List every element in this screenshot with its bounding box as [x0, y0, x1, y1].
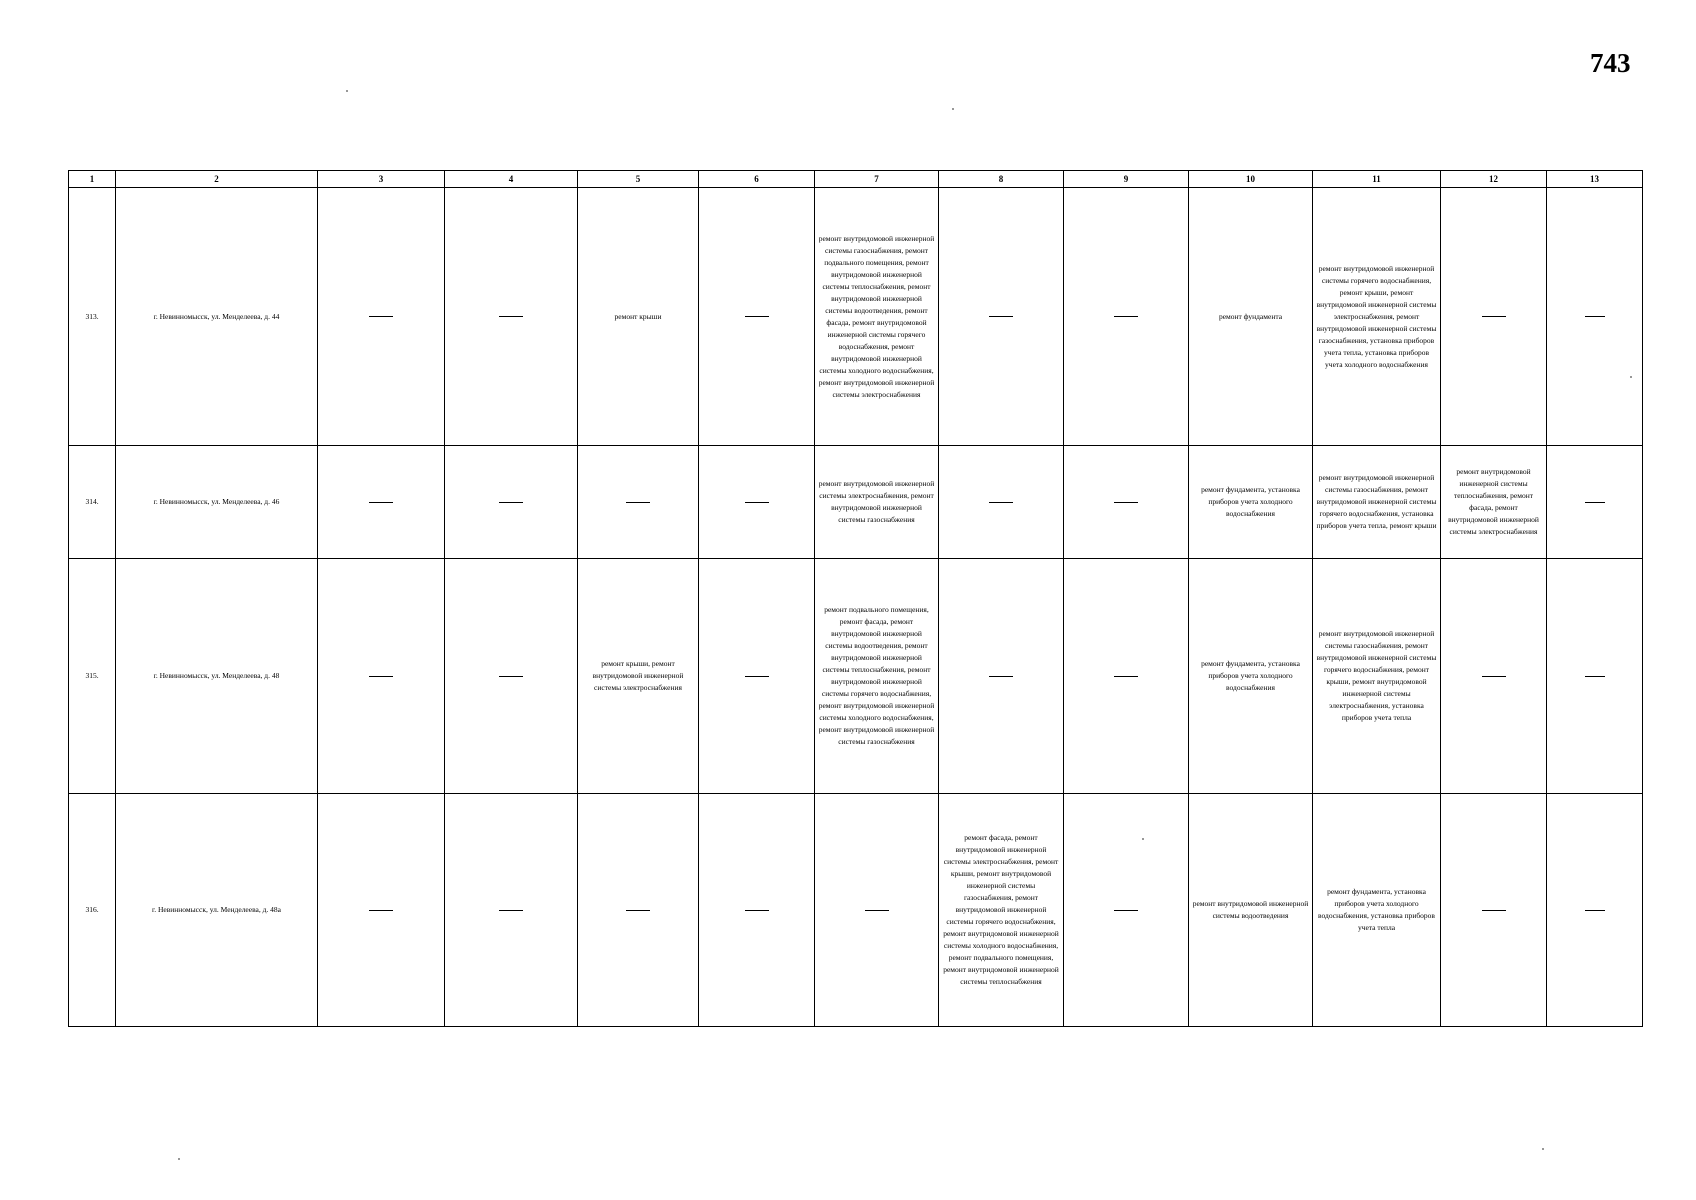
column-header: 2: [116, 171, 318, 188]
column-header: 11: [1313, 171, 1441, 188]
scan-speck: [346, 90, 348, 92]
empty-cell: [1441, 188, 1547, 446]
dash-mark: [1482, 676, 1506, 677]
empty-cell: [1547, 446, 1643, 559]
work-cell: ремонт фундамента, установка приборов учета холодного водоснабжения: [1189, 446, 1313, 559]
dash-mark: [499, 316, 523, 317]
work-cell: ремонт внутридомовой инженерной системы горячего водоснабжения, ремонт крыши, ремонт внутридомовой инженерной системы электроснабжения, ремонт внутридомовой инженерной системы газоснабжения, установка приборов учета тепла, установка приборов учета холодного водоснабжения: [1313, 188, 1441, 446]
scan-speck: [178, 1158, 180, 1160]
dash-mark: [1585, 316, 1605, 317]
empty-cell: [1441, 559, 1547, 794]
dash-mark: [865, 910, 889, 911]
address-cell: г. Невинномысск, ул. Менделеева, д. 48: [116, 559, 318, 794]
column-number-row: [69, 171, 1643, 188]
dash-mark: [989, 676, 1013, 677]
dash-mark: [745, 502, 769, 503]
dash-mark: [1482, 910, 1506, 911]
row-number: 316.: [69, 794, 116, 1027]
empty-cell: [318, 188, 445, 446]
column-header: 6: [699, 171, 815, 188]
dash-mark: [369, 502, 393, 503]
column-header: 4: [445, 171, 578, 188]
scan-speck: [952, 108, 954, 110]
empty-cell: [699, 559, 815, 794]
address-cell: г. Невинномысск, ул. Менделеева, д. 46: [116, 446, 318, 559]
work-cell: ремонт внутридомовой инженерной системы газоснабжения, ремонт внутридомовой инженерной системы горячего водоснабжения, установка приборов учета тепла, ремонт крыши: [1313, 446, 1441, 559]
empty-cell: [1064, 188, 1189, 446]
work-cell: ремонт фундамента: [1189, 188, 1313, 446]
empty-cell: [1064, 559, 1189, 794]
scan-speck: [1542, 1148, 1544, 1150]
empty-cell: [699, 794, 815, 1027]
table-row: [69, 188, 1643, 446]
column-header: 13: [1547, 171, 1643, 188]
empty-cell: [445, 559, 578, 794]
column-header: 3: [318, 171, 445, 188]
row-number: 314.: [69, 446, 116, 559]
column-header: 12: [1441, 171, 1547, 188]
dash-mark: [626, 502, 650, 503]
column-header: 7: [815, 171, 939, 188]
scan-speck: [1630, 376, 1632, 378]
dash-mark: [989, 502, 1013, 503]
row-number: 313.: [69, 188, 116, 446]
address-cell: г. Невинномысск, ул. Менделеева, д. 48а: [116, 794, 318, 1027]
work-cell: ремонт внутридомовой инженерной системы теплоснабжения, ремонт фасада, ремонт внутридомовой инженерной системы электроснабжения: [1441, 446, 1547, 559]
work-cell: ремонт фундамента, установка приборов учета холодного водоснабжения: [1189, 559, 1313, 794]
table-row: [69, 446, 1643, 559]
empty-cell: [1547, 794, 1643, 1027]
empty-cell: [939, 559, 1064, 794]
empty-cell: [1064, 446, 1189, 559]
work-cell: ремонт внутридомовой инженерной системы электроснабжения, ремонт внутридомовой инженерной системы газоснабжения: [815, 446, 939, 559]
column-header: 10: [1189, 171, 1313, 188]
dash-mark: [369, 676, 393, 677]
page-number: 743: [1590, 48, 1631, 78]
dash-mark: [369, 316, 393, 317]
repair-schedule-table: [68, 170, 1643, 1027]
empty-cell: [318, 446, 445, 559]
address-cell: г. Невинномысск, ул. Менделеева, д. 44: [116, 188, 318, 446]
empty-cell: [578, 446, 699, 559]
work-cell: ремонт крыши, ремонт внутридомовой инженерной системы электроснабжения: [578, 559, 699, 794]
dash-mark: [1114, 676, 1138, 677]
dash-mark: [745, 316, 769, 317]
scan-speck: [1142, 838, 1144, 840]
work-cell: ремонт подвального помещения, ремонт фасада, ремонт внутридомовой инженерной системы водоотведения, ремонт внутридомовой инженерной системы теплоснабжения, ремонт внутридомовой инженерной системы горячего водоснабжения, ремонт внутридомовой инженерной системы холодного водоснабжения, ремонт внутридомовой инженерной системы газоснабжения: [815, 559, 939, 794]
empty-cell: [318, 559, 445, 794]
empty-cell: [699, 188, 815, 446]
dash-mark: [989, 316, 1013, 317]
empty-cell: [445, 794, 578, 1027]
dash-mark: [1585, 502, 1605, 503]
empty-cell: [318, 794, 445, 1027]
work-cell: ремонт крыши: [578, 188, 699, 446]
dash-mark: [745, 676, 769, 677]
dash-mark: [745, 910, 769, 911]
column-header: 9: [1064, 171, 1189, 188]
table-row: [69, 559, 1643, 794]
empty-cell: [578, 794, 699, 1027]
work-cell: ремонт внутридомовой инженерной системы газоснабжения, ремонт подвального помещения, ремонт внутридомовой инженерной системы теплоснабжения, ремонт внутридомовой инженерной системы водоотведения, ремонт фасада, ремонт внутридомовой инженерной системы горячего водоснабжения, ремонт внутридомовой инженерной системы холодного водоснабжения, ремонт внутридомовой инженерной системы электроснабжения: [815, 188, 939, 446]
dash-mark: [499, 676, 523, 677]
work-cell: ремонт внутридомовой инженерной системы водоотведения: [1189, 794, 1313, 1027]
dash-mark: [499, 502, 523, 503]
work-cell: ремонт фасада, ремонт внутридомовой инженерной системы электроснабжения, ремонт крыши, ремонт внутридомовой инженерной системы газоснабжения, ремонт внутридомовой инженерной системы горячего водоснабжения, ремонт внутридомовой инженерной системы холодного водоснабжения, ремонт подвального помещения, ремонт внутридомовой инженерной системы теплоснабжения: [939, 794, 1064, 1027]
empty-cell: [1547, 188, 1643, 446]
column-header: 5: [578, 171, 699, 188]
dash-mark: [1585, 910, 1605, 911]
dash-mark: [1114, 316, 1138, 317]
dash-mark: [499, 910, 523, 911]
dash-mark: [369, 910, 393, 911]
empty-cell: [1441, 794, 1547, 1027]
dash-mark: [1482, 316, 1506, 317]
work-cell: ремонт фундамента, установка приборов учета холодного водоснабжения, установка приборов учета тепла: [1313, 794, 1441, 1027]
column-header: 1: [69, 171, 116, 188]
empty-cell: [445, 446, 578, 559]
empty-cell: [939, 446, 1064, 559]
empty-cell: [815, 794, 939, 1027]
column-header: 8: [939, 171, 1064, 188]
work-cell: ремонт внутридомовой инженерной системы газоснабжения, ремонт внутридомовой инженерной системы горячего водоснабжения, ремонт крыши, ремонт внутридомовой инженерной системы электроснабжения, установка приборов учета тепла: [1313, 559, 1441, 794]
empty-cell: [445, 188, 578, 446]
dash-mark: [1114, 910, 1138, 911]
empty-cell: [1064, 794, 1189, 1027]
dash-mark: [1114, 502, 1138, 503]
empty-cell: [1547, 559, 1643, 794]
dash-mark: [626, 910, 650, 911]
empty-cell: [939, 188, 1064, 446]
empty-cell: [699, 446, 815, 559]
row-number: 315.: [69, 559, 116, 794]
table-row: [69, 794, 1643, 1027]
dash-mark: [1585, 676, 1605, 677]
